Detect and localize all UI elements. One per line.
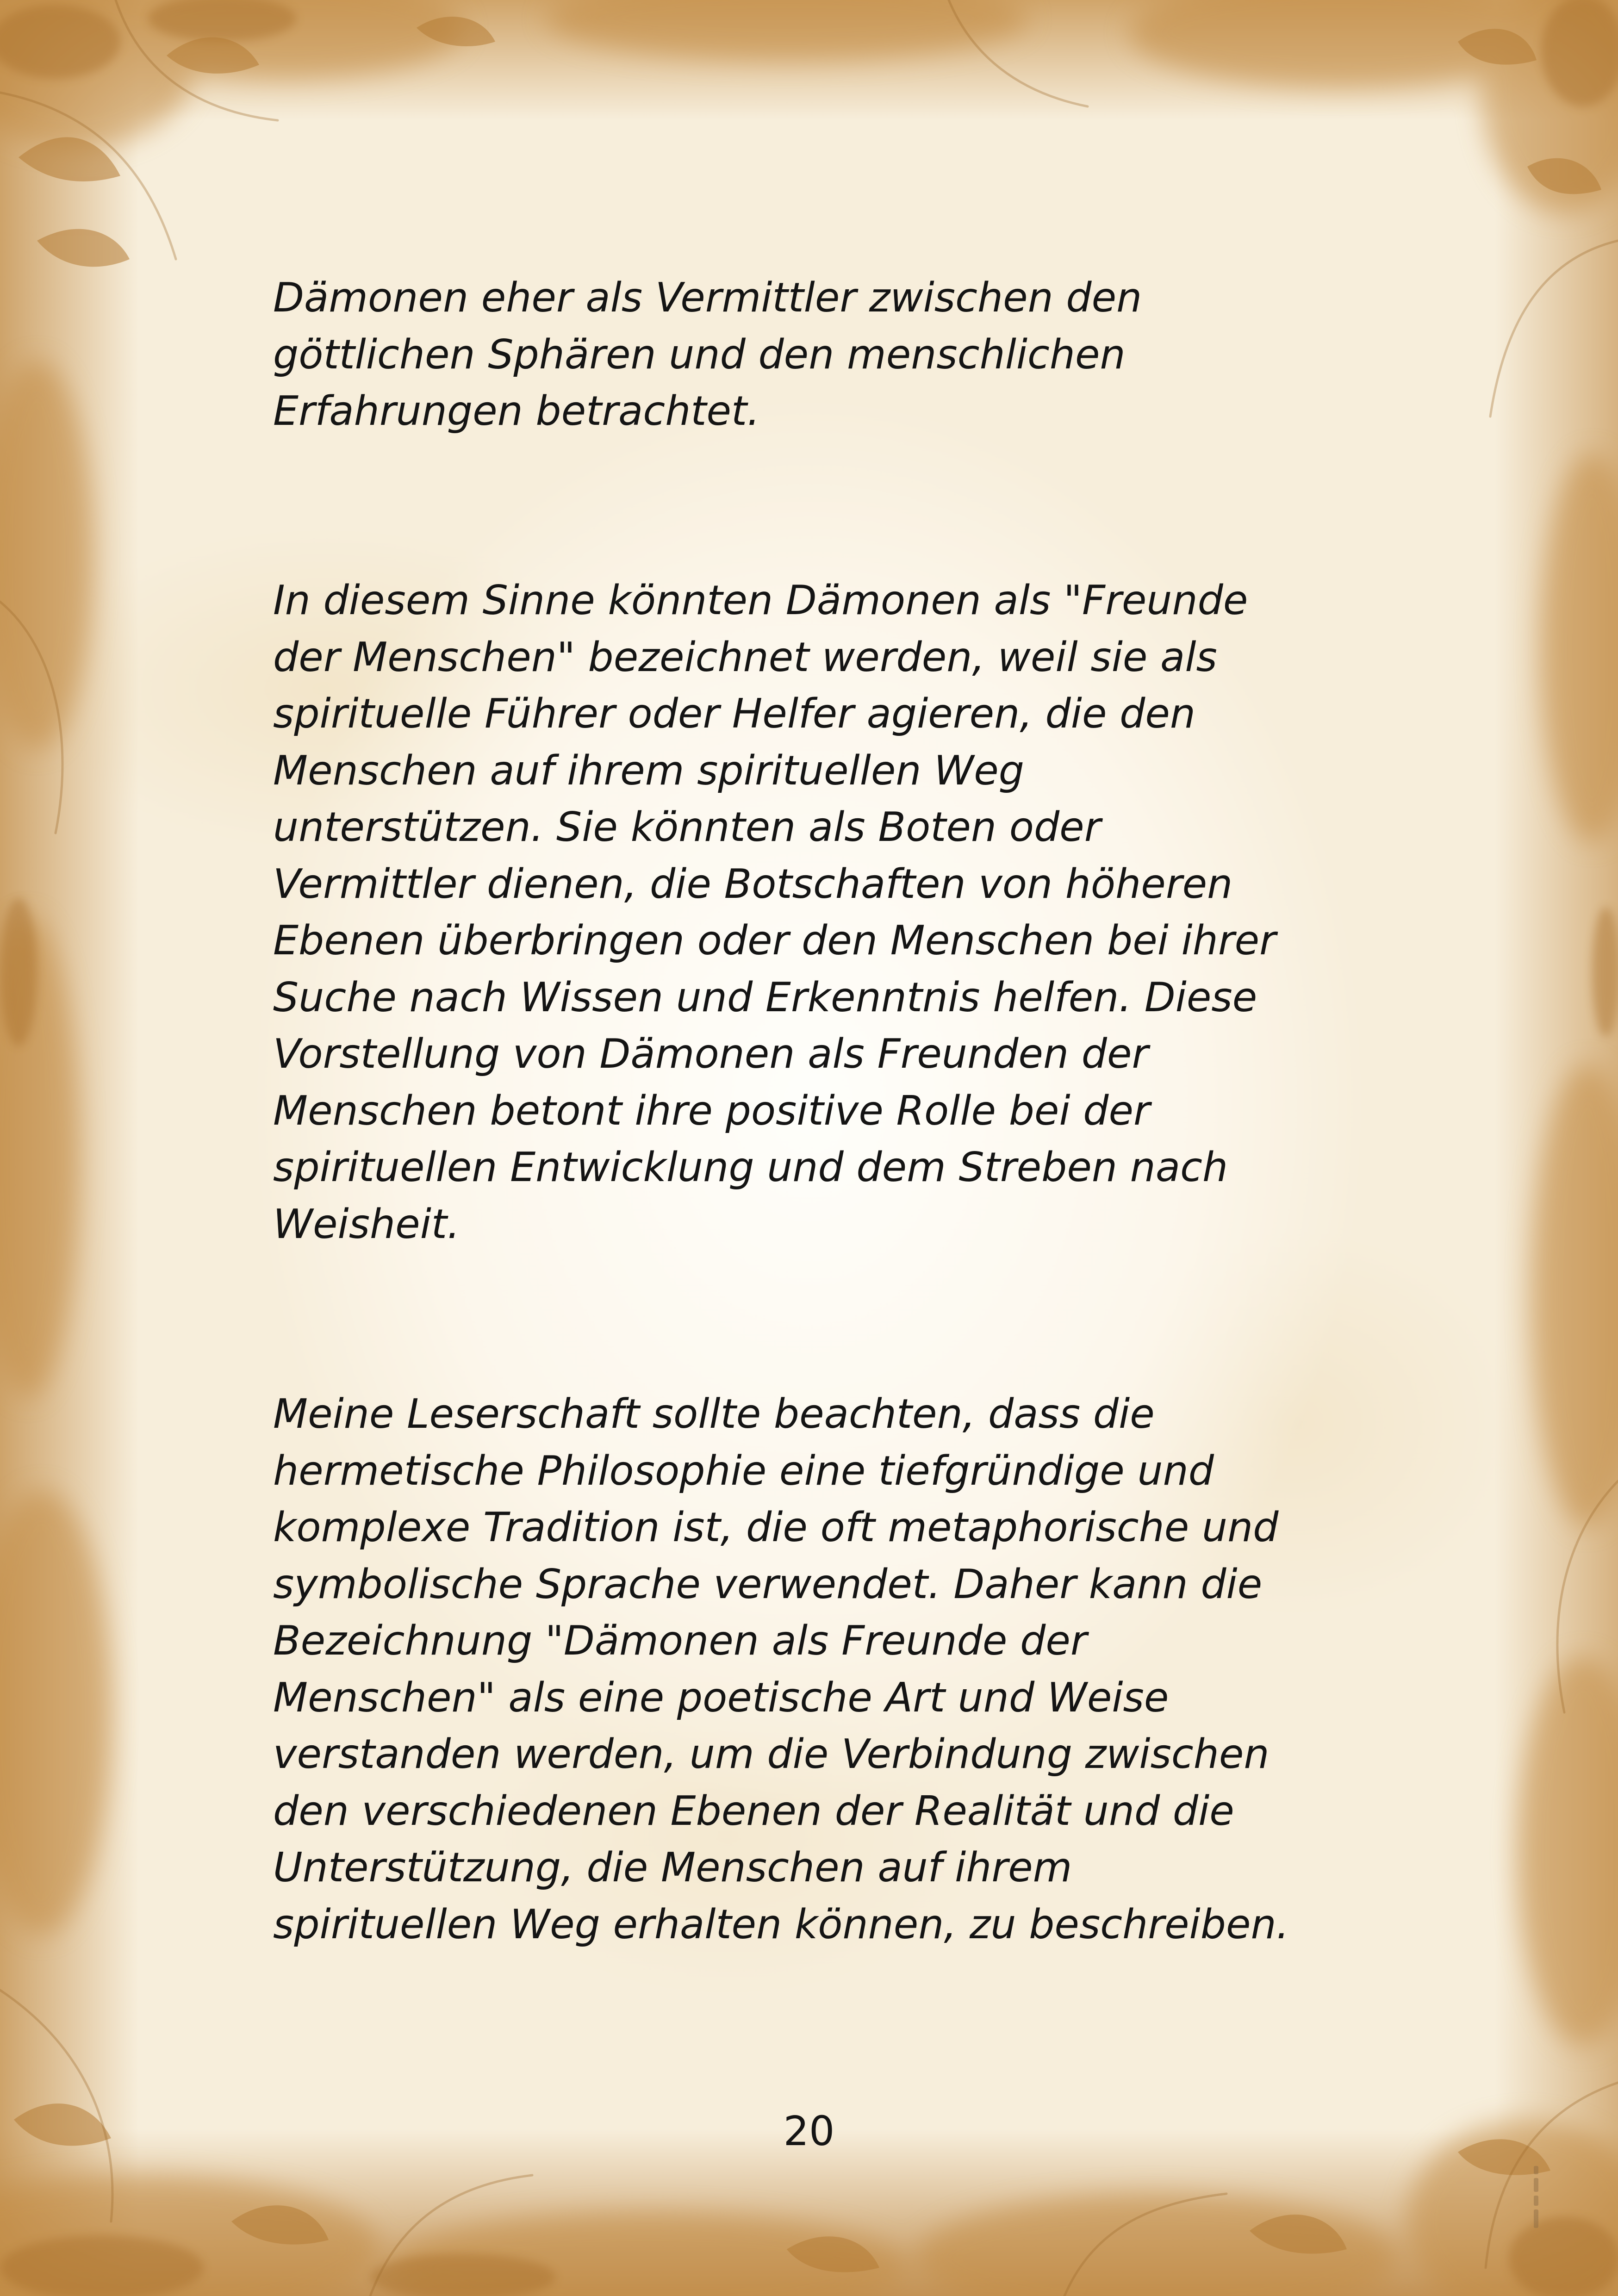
text-line: komplexe Tradition ist, die oft metaphorische und [273, 1504, 1279, 1551]
text-line: Menschen betont ihre positive Rolle bei der [273, 1087, 1150, 1134]
text-line: In diesem Sinne könnten Dämonen als "Freunde [273, 577, 1248, 624]
text-line: spirituelle Führer oder Helfer agieren, die den [273, 690, 1196, 737]
text-line: Bezeichnung "Dämonen als Freunde der [273, 1617, 1087, 1664]
text-line: verstanden werden, um die Verbindung zwischen [273, 1730, 1270, 1778]
text-line: unterstützen. Sie könnten als Boten oder [273, 803, 1101, 851]
text-line: symbolische Sprache verwendet. Daher kann die [273, 1560, 1263, 1608]
text-line: Ebenen überbringen oder den Menschen bei ihrer [273, 917, 1276, 964]
watermark-mark [1527, 2161, 1546, 2235]
text-line: Vermittler dienen, die Botschaften von höheren [273, 860, 1233, 908]
paragraph [273, 269, 1384, 440]
text-line: den verschiedenen Ebenen der Realität und die [273, 1787, 1234, 1835]
text-line: Suche nach Wissen und Erkenntnis helfen. Diese [273, 973, 1257, 1021]
paragraph [273, 1386, 1384, 1953]
text-line: Weisheit. [273, 1200, 460, 1248]
text-line: der Menschen" bezeichnet werden, weil sie als [273, 633, 1217, 681]
text-line: Meine Leserschaft sollte beachten, dass die [273, 1390, 1155, 1437]
text-line: Menschen" als eine poetische Art und Weise [273, 1674, 1169, 1721]
text-line: Unterstützung, die Menschen auf ihrem [273, 1844, 1072, 1891]
text-line: spirituellen Weg erhalten können, zu beschreiben. [273, 1900, 1289, 1948]
text-line: göttlichen Sphären und den menschlichen [273, 330, 1126, 378]
text-line: hermetische Philosophie eine tiefgründige und [273, 1447, 1214, 1494]
text-line: Erfahrungen betrachtet. [273, 387, 760, 435]
text-line: Dämonen eher als Vermittler zwischen den [273, 274, 1142, 321]
text-line: Menschen auf ihrem spirituellen Weg [273, 747, 1024, 794]
text-line: spirituellen Entwicklung und dem Streben nach [273, 1144, 1228, 1191]
paragraph [273, 572, 1384, 1252]
page-number: 20 [783, 2108, 835, 2155]
text-line: Vorstellung von Dämonen als Freunden der [273, 1030, 1149, 1077]
